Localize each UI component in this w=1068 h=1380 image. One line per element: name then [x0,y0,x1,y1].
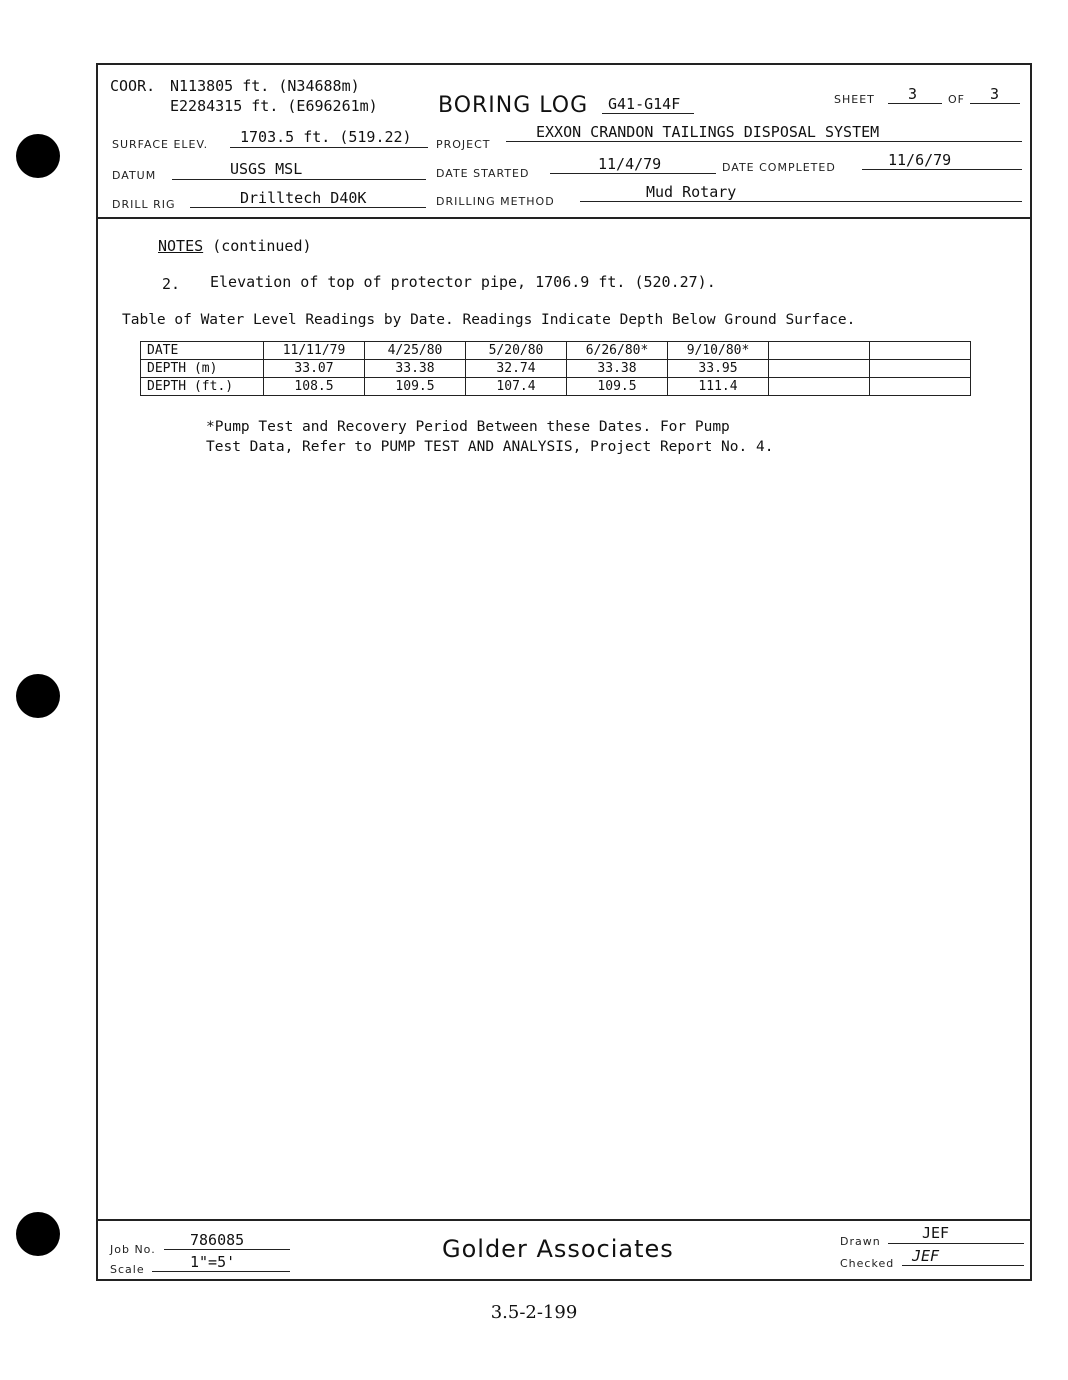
form-title: BORING LOG [438,93,589,118]
checked-label: Checked [840,1257,895,1270]
surface-elev-value: 1703.5 ft. (519.22) [240,128,412,146]
sheet-total: 3 [990,85,1000,103]
binder-hole-middle [16,674,60,718]
table-cell: 33.38 [567,360,668,378]
table-cell [870,378,971,396]
row-header: DEPTH (m) [141,360,264,378]
table-cell: 33.07 [264,360,365,378]
table-row [141,360,971,378]
drawn-label: Drawn [840,1235,881,1248]
drawn-value: JEF [922,1224,950,1242]
drill-rig-label: DRILL RIG [112,198,176,211]
row-header: DATE [141,342,264,360]
coor-label: COOR. [110,77,156,95]
table-cell: 6/26/80* [567,342,668,360]
of-label: OF [948,93,965,106]
date-started-label: DATE STARTED [436,167,530,180]
datum-label: DATUM [112,169,157,182]
sheet-number: 3 [908,85,918,103]
note-number: 2. [162,275,181,293]
scale-label: Scale [110,1263,145,1276]
page-number: 3.5-2-199 [490,1302,578,1323]
log-id: G41-G14F [608,95,681,113]
date-completed-value: 11/6/79 [888,151,952,169]
table-cell: 11/11/79 [264,342,365,360]
water-level-table [140,341,971,396]
table-cell: 111.4 [668,378,769,396]
footnote-line-2: Test Data, Refer to PUMP TEST AND ANALYSIS, Project Report No. 4. [206,439,774,455]
table-cell [870,360,971,378]
table-row [141,342,971,360]
drilling-method-label: DRILLING METHOD [436,195,555,208]
coor-northing: N113805 ft. (N34688m) [170,77,360,95]
job-no-label: Job No. [110,1243,156,1256]
note-text: Elevation of top of protector pipe, 1706.9 ft. (520.27). [210,273,716,291]
table-cell [769,360,870,378]
table-caption: Table of Water Level Readings by Date. Readings Indicate Depth Below Ground Surface. [122,312,856,328]
binder-hole-bottom [16,1212,60,1256]
project-label: PROJECT [436,138,491,151]
table-cell: 107.4 [466,378,567,396]
company-name: Golder Associates [442,1235,674,1263]
table-cell [769,342,870,360]
datum-value: USGS MSL [230,160,303,178]
table-cell [870,342,971,360]
binder-hole-top [16,134,60,178]
table-cell: 4/25/80 [365,342,466,360]
scale-value: 1"=5' [190,1253,236,1271]
form-footer [98,1219,1030,1279]
table-cell: 9/10/80* [668,342,769,360]
table-cell: 5/20/80 [466,342,567,360]
date-started-value: 11/4/79 [598,155,662,173]
table-cell [769,378,870,396]
table-cell: 33.38 [365,360,466,378]
table-cell: 109.5 [365,378,466,396]
notes-heading-suffix: (continued) [212,237,312,255]
job-no-value: 786085 [190,1231,245,1249]
drilling-method-value: Mud Rotary [646,183,737,201]
table-cell: 32.74 [466,360,567,378]
boring-log-form [96,63,1032,1281]
table-row [141,378,971,396]
checked-signature: JEF [912,1247,940,1265]
project-value: EXXON CRANDON TAILINGS DISPOSAL SYSTEM [536,123,880,141]
coor-easting: E2284315 ft. (E696261m) [170,97,378,115]
table-cell: 108.5 [264,378,365,396]
notes-heading-title: NOTES [158,237,204,255]
surface-elev-label: SURFACE ELEV. [112,138,209,151]
table-cell: 109.5 [567,378,668,396]
date-completed-label: DATE COMPLETED [722,161,836,174]
form-header [98,65,1030,219]
table-cell: 33.95 [668,360,769,378]
row-header: DEPTH (ft.) [141,378,264,396]
footnote-line-1: *Pump Test and Recovery Period Between these Dates. For Pump [206,419,730,435]
sheet-label: SHEET [834,93,875,106]
drill-rig-value: Drilltech D40K [240,189,367,207]
notes-heading [158,237,312,255]
